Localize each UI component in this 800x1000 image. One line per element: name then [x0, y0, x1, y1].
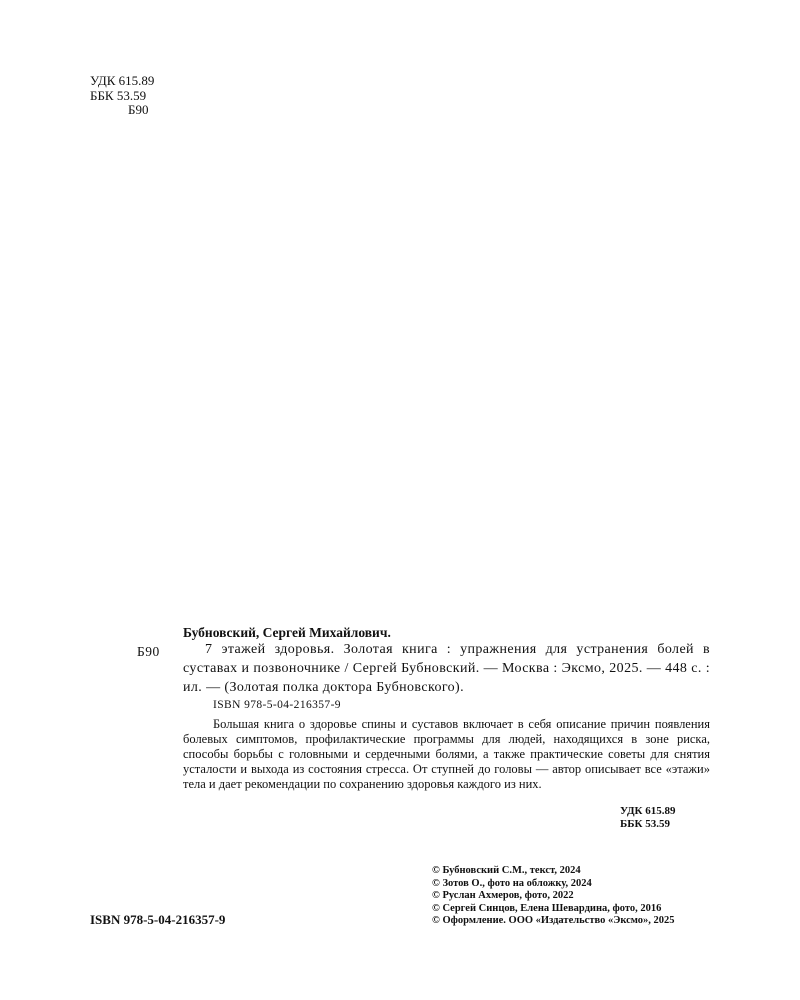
copyright-list [432, 865, 675, 928]
classification-codes-top [90, 74, 154, 118]
entry-author-mark: Б90 [137, 644, 160, 659]
classification-codes-bottom [620, 805, 676, 831]
udk-code: УДК 615.89 [90, 73, 155, 88]
bbk-code: ББК 53.59 [90, 87, 147, 103]
entry-isbn: ISBN 978-5-04-216357-9 [213, 699, 341, 711]
copyright-line: © Бубновский С.М., текст, 2024 [432, 865, 581, 876]
entry-description: 7 этажей здоровья. Золотая книга : упражнения для устранения болей в суставах и позвоночнике / Сергей Бубновский. — Москва : Эксмо, 2025. — 448 с. : ил. — (Золотая полка доктора Бубновского). [183, 642, 710, 695]
copyright-line: © Зотов О., фото на обложку, 2024 [432, 877, 592, 889]
author-mark: Б90 [128, 102, 149, 117]
entry-udk: УДК 615.89 [620, 805, 676, 817]
isbn-footer: ISBN 978-5-04-216357-9 [90, 912, 226, 927]
copyright-line: © Руслан Ахмеров, фото, 2022 [432, 890, 574, 901]
entry-abstract: Большая книга о здоровье спины и суставов включает в себя описание причин появления болевых симптомов, профилактические программы для людей, находящихся в зоне риска, способы борьбы с головными и сердечными болями, а также практические советы для снятия усталости и выхода из состояния стресса. От ступней до головы — автор описывает все «этажи» тела и дает рекомендации по сохранению здоровья каждого из них. [183, 717, 710, 791]
copyright-line: © Оформление. ООО «Издательство «Эксмо», 2025 [432, 915, 675, 926]
entry-author: Бубновский, Сергей Михайлович. [183, 625, 391, 640]
entry-bbk: ББК 53.59 [620, 818, 671, 830]
copyright-line: © Сергей Синцов, Елена Шевардина, фото, 2016 [432, 902, 662, 914]
